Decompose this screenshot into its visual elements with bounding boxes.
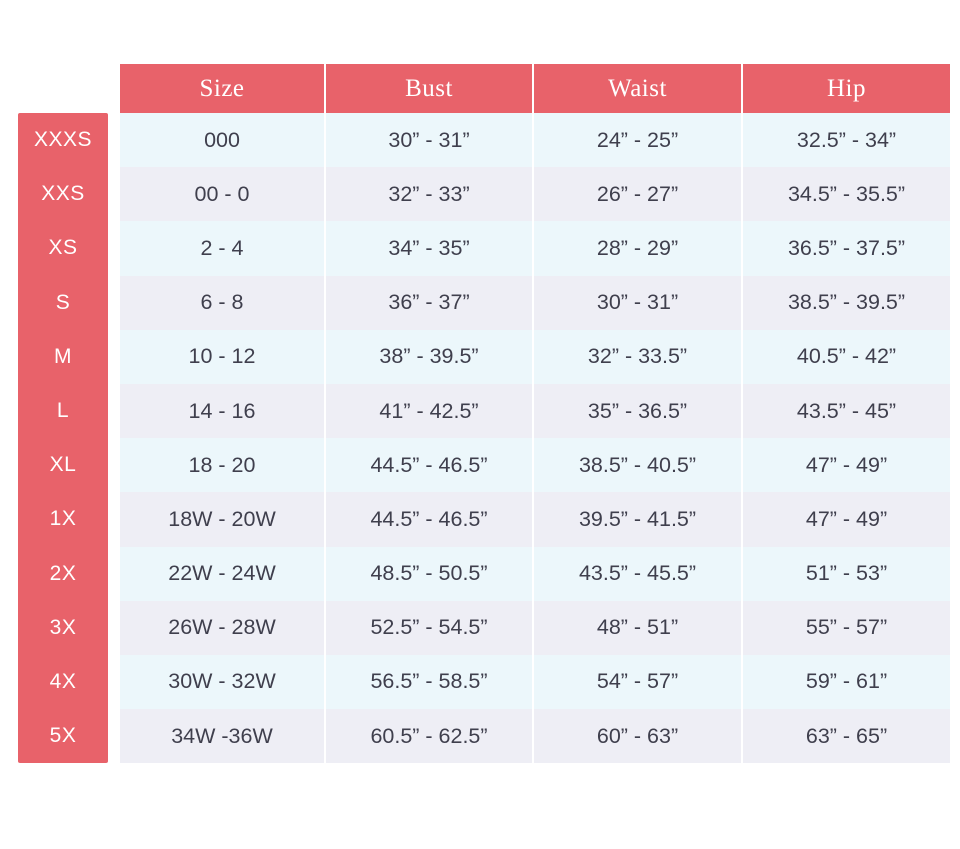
- cell-hip: 36.5” - 37.5”: [742, 221, 950, 275]
- cell-bust: 41” - 42.5”: [325, 384, 533, 438]
- cell-size: 22W - 24W: [120, 547, 325, 601]
- size-label-cell: S: [55, 290, 71, 314]
- size-chart-table: [120, 64, 950, 763]
- table-row: [120, 655, 950, 709]
- cell-size: 18W - 20W: [120, 492, 325, 546]
- table-row: [120, 601, 950, 655]
- cell-size: 14 - 16: [120, 384, 325, 438]
- table-row: [120, 438, 950, 492]
- cell-waist: 39.5” - 41.5”: [533, 492, 742, 546]
- cell-waist: 38.5” - 40.5”: [533, 438, 742, 492]
- cell-waist: 28” - 29”: [533, 221, 742, 275]
- size-label-cell: 4X: [49, 669, 77, 693]
- cell-size: 10 - 12: [120, 330, 325, 384]
- cell-bust: 38” - 39.5”: [325, 330, 533, 384]
- cell-waist: 24” - 25”: [533, 113, 742, 167]
- cell-hip: 32.5” - 34”: [742, 113, 950, 167]
- cell-bust: 56.5” - 58.5”: [325, 655, 533, 709]
- size-label-cell: XXXS: [33, 128, 93, 152]
- cell-bust: 52.5” - 54.5”: [325, 601, 533, 655]
- size-label-cell: 2X: [49, 561, 77, 585]
- column-header-size: Size: [120, 64, 325, 113]
- cell-bust: 48.5” - 50.5”: [325, 547, 533, 601]
- cell-waist: 26” - 27”: [533, 167, 742, 221]
- cell-hip: 55” - 57”: [742, 601, 950, 655]
- cell-size: 2 - 4: [120, 221, 325, 275]
- table-row: [120, 221, 950, 275]
- size-label-cell: XL: [49, 453, 77, 477]
- cell-bust: 36” - 37”: [325, 276, 533, 330]
- column-header-bust: Bust: [325, 64, 533, 113]
- cell-waist: 35” - 36.5”: [533, 384, 742, 438]
- cell-hip: 43.5” - 45”: [742, 384, 950, 438]
- size-label-cell: L: [56, 399, 70, 423]
- cell-bust: 44.5” - 46.5”: [325, 438, 533, 492]
- column-header-waist: Waist: [533, 64, 742, 113]
- cell-size: 000: [120, 113, 325, 167]
- cell-size: 00 - 0: [120, 167, 325, 221]
- cell-bust: 44.5” - 46.5”: [325, 492, 533, 546]
- cell-hip: 47” - 49”: [742, 492, 950, 546]
- table-body: [120, 113, 950, 763]
- cell-waist: 32” - 33.5”: [533, 330, 742, 384]
- table-row: [120, 709, 950, 763]
- cell-hip: 38.5” - 39.5”: [742, 276, 950, 330]
- cell-hip: 63” - 65”: [742, 709, 950, 763]
- cell-size: 26W - 28W: [120, 601, 325, 655]
- table-row: [120, 113, 950, 167]
- table-row: [120, 167, 950, 221]
- cell-hip: 51” - 53”: [742, 547, 950, 601]
- size-label-cell: 1X: [49, 507, 77, 531]
- cell-bust: 32” - 33”: [325, 167, 533, 221]
- cell-bust: 30” - 31”: [325, 113, 533, 167]
- cell-bust: 60.5” - 62.5”: [325, 709, 533, 763]
- size-label-cell: XS: [48, 236, 78, 260]
- cell-size: 34W -36W: [120, 709, 325, 763]
- cell-hip: 40.5” - 42”: [742, 330, 950, 384]
- table-header: [120, 64, 950, 113]
- cell-size: 18 - 20: [120, 438, 325, 492]
- cell-size: 6 - 8: [120, 276, 325, 330]
- table-row: [120, 330, 950, 384]
- size-label-cell: 5X: [49, 724, 77, 748]
- size-label-column: [18, 113, 108, 763]
- column-header-hip: Hip: [742, 64, 950, 113]
- cell-waist: 48” - 51”: [533, 601, 742, 655]
- cell-hip: 47” - 49”: [742, 438, 950, 492]
- cell-waist: 60” - 63”: [533, 709, 742, 763]
- table-row: [120, 384, 950, 438]
- table-row: [120, 276, 950, 330]
- cell-hip: 59” - 61”: [742, 655, 950, 709]
- size-label-cell: M: [54, 344, 72, 368]
- cell-size: 30W - 32W: [120, 655, 325, 709]
- cell-waist: 43.5” - 45.5”: [533, 547, 742, 601]
- table-row: [120, 547, 950, 601]
- header-row: [120, 64, 950, 113]
- cell-bust: 34” - 35”: [325, 221, 533, 275]
- cell-waist: 30” - 31”: [533, 276, 742, 330]
- cell-hip: 34.5” - 35.5”: [742, 167, 950, 221]
- size-label-cell: XXS: [41, 182, 85, 206]
- cell-waist: 54” - 57”: [533, 655, 742, 709]
- table-row: [120, 492, 950, 546]
- size-label-cell: 3X: [49, 615, 77, 639]
